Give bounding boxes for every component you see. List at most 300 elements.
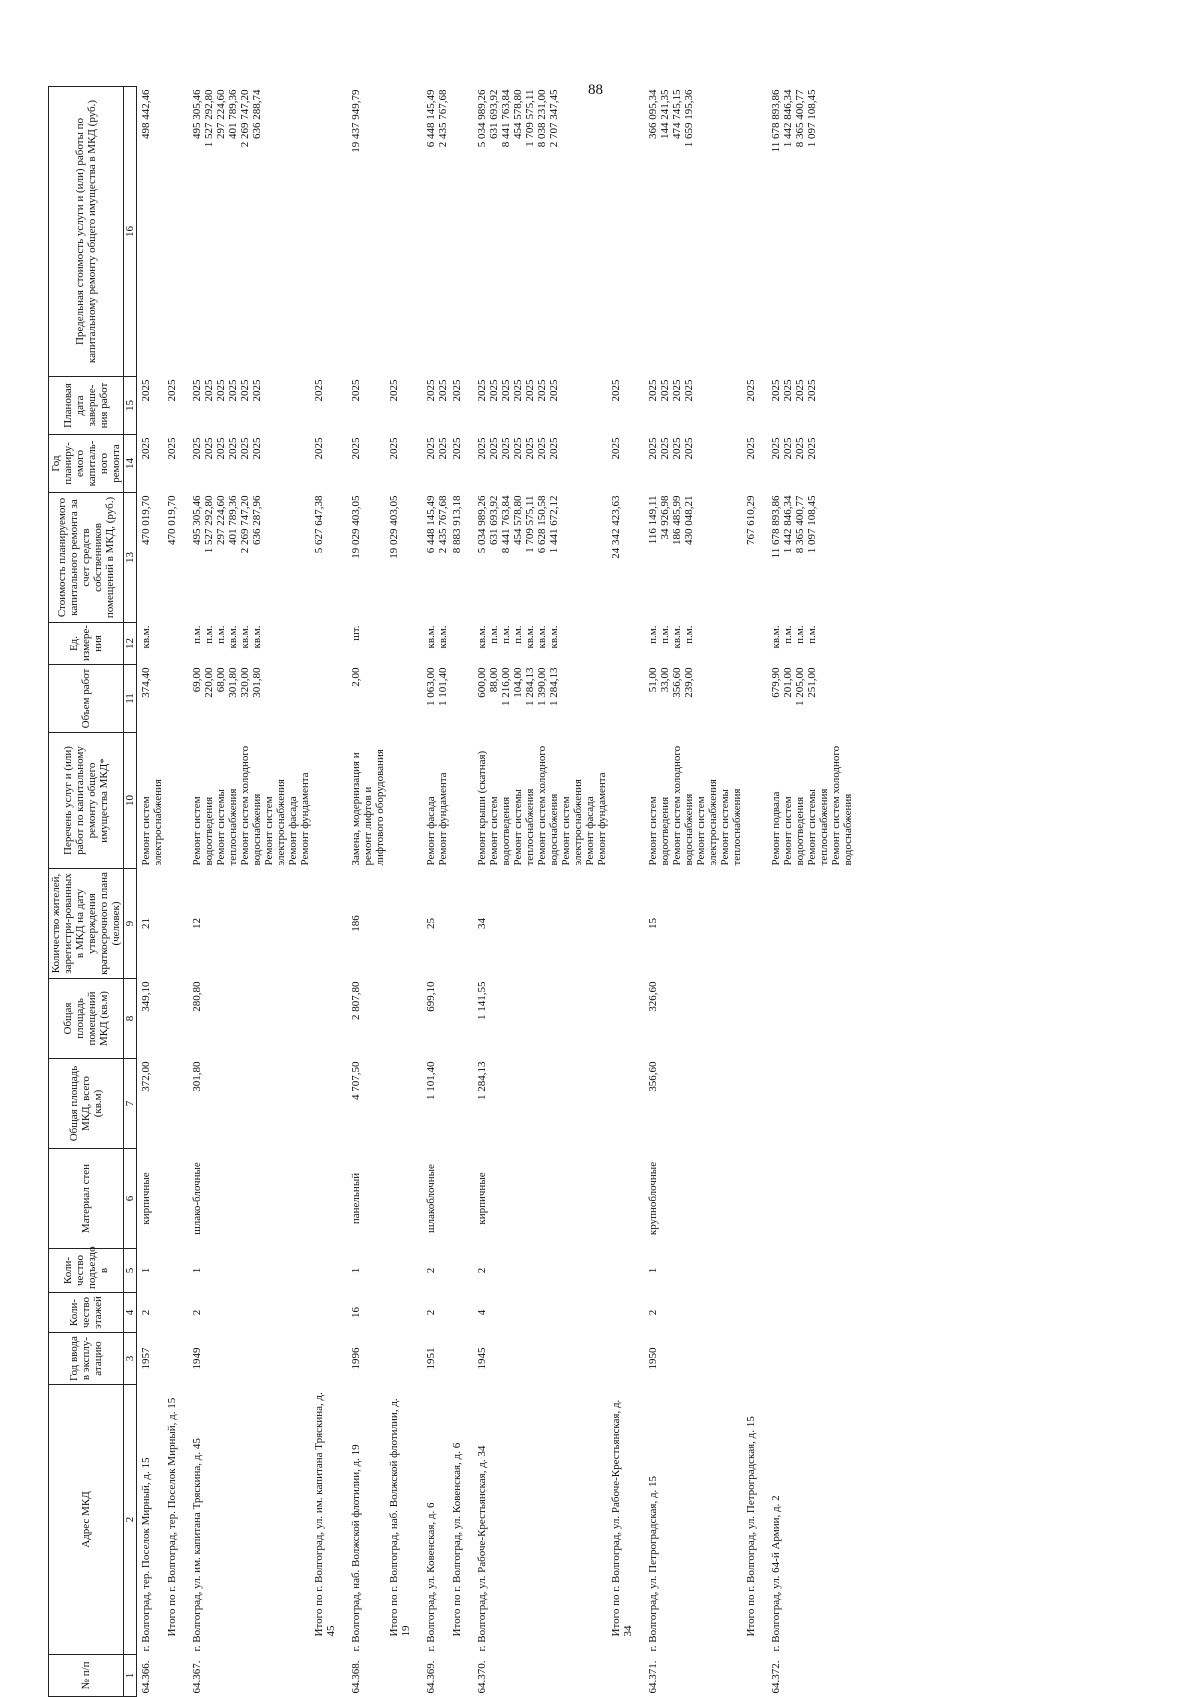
volume-line: 1 284,13 [548,667,560,706]
total-blank [165,665,188,733]
end-date-line: 2025 [227,379,239,402]
limit-cost-line: 1 709 575,11 [524,89,536,147]
end-date-line: 2025 [350,379,362,402]
unit-line: кв.м. [251,625,263,649]
unit-line: п.м. [488,625,500,644]
work-item-line: Ремонт фасада [425,796,437,866]
cost-line: 1 441 672,12 [548,495,560,554]
total-row [387,87,422,1697]
limit-cost-line: 1 527 292,80 [203,89,215,148]
total-blank [312,87,347,377]
total-blank [165,1293,188,1333]
total-cost [312,493,347,623]
total-blank [744,1249,767,1293]
header-year: Год ввода в эксплу-атацию [49,1333,124,1385]
limit-cost-line: 19 437 949,79 [350,89,362,153]
total-plan-year-line: 2025 [166,437,178,460]
total-plan-year [387,435,422,493]
unit [644,623,744,665]
total-blank [165,1655,188,1697]
premises-area: 1 141,55 [476,981,488,1020]
header-premises-area: Общая площадь помещений МКД (кв.м) [49,979,124,1059]
cost-line: 454 578,80 [512,495,524,545]
floors: 2 [140,1309,152,1316]
cost-line: 8 441 763,84 [500,495,512,554]
plan-year [473,435,609,493]
unit-line: п.м. [512,625,524,644]
end-date-line: 2025 [782,379,794,402]
floors: 4 [476,1309,488,1316]
unit-line: п.м. [203,625,215,644]
floors: 2 [647,1309,659,1316]
residents: 12 [191,918,203,929]
work-item [767,733,855,869]
column-number-row [124,87,137,1697]
plan-year-line: 2025 [548,437,560,460]
year-built: 1951 [425,1347,437,1370]
unit-line: кв.м. [536,625,548,649]
total-end-date-line: 2025 [388,379,400,402]
total-cost-line: 5 627 647,38 [313,495,325,554]
column-number: 4 [124,1293,137,1333]
total-blank [165,1059,188,1149]
total-area: 372,00 [140,1061,152,1092]
wall-material [767,1149,855,1249]
volume-line: 679,90 [770,667,782,698]
total-blank [609,869,644,979]
end-date-line: 2025 [512,379,524,402]
volume-line: 600,00 [476,667,488,698]
cost-line: 1 097 108,45 [806,495,818,554]
volume-line: 1 205,00 [794,667,806,706]
work-item-line: Ремонт систем холодного водоснабжения [536,745,560,866]
year-built: 1957 [140,1347,152,1370]
limit-cost-line: 2 269 747,20 [239,89,251,148]
work-item-line: Ремонт систем водоотведения [488,796,512,866]
total-row [312,87,347,1697]
volume [767,665,855,733]
total-plan-year [450,435,473,493]
rotated-page-content [48,42,1143,1697]
volume-line: 220,00 [203,667,215,698]
total-blank [312,1249,347,1293]
end-date-line: 2025 [536,379,548,402]
cost-line: 1 442 846,34 [782,495,794,554]
row-number: 64.371. [647,1660,659,1694]
work-item-line: Ремонт фундамента [596,772,608,866]
plan-year-line: 2025 [425,437,437,460]
header-end-date: Плановая дата заверше-ния работ [49,377,124,435]
cost [137,493,166,623]
total-address: Итого по г. Волгоград, наб. Волжской флотилии, д. 19 [388,1398,412,1637]
header-works: Перечень услуг и (или) работ по капитальному ремонту общего имущества МКД* [49,733,124,869]
plan-year-line: 2025 [437,437,449,460]
total-end-date-line: 2025 [610,379,622,402]
total-row [165,87,188,1697]
address: г. Волгоград, ул. им. капитана Тряскина, д. 45 [191,1438,203,1652]
total-end-date-line: 2025 [745,379,757,402]
total-end-date [165,377,188,435]
column-number: 16 [124,87,137,377]
total-plan-year [744,435,767,493]
total-blank [744,1059,767,1149]
table-row [347,87,387,1697]
entrances: 2 [476,1267,488,1274]
total-blank [450,623,473,665]
cost-line: 401 789,36 [227,495,239,545]
total-plan-year [312,435,347,493]
premises-area: 699,10 [425,981,437,1012]
total-blank [387,1059,422,1149]
volume-line: 1 063,00 [425,667,437,706]
row-number: 64.372. [770,1660,782,1694]
total-end-date [312,377,347,435]
unit-line: кв.м. [140,625,152,649]
end-date-line: 2025 [476,379,488,402]
plan-year-line: 2025 [782,437,794,460]
total-blank [387,1333,422,1385]
year-built: 1996 [350,1347,362,1370]
limit-cost [767,87,855,377]
work-item [473,733,609,869]
volume-line: 239,00 [683,667,695,698]
total-blank [450,1655,473,1697]
end-date [644,377,744,435]
work-item-line: Ремонт фундамента [299,772,311,866]
total-area: 356,60 [647,1061,659,1092]
total-blank [450,1293,473,1333]
cost-line: 5 034 989,26 [476,495,488,554]
column-number: 12 [124,623,137,665]
volume-line: 374,40 [140,667,152,698]
end-date-line: 2025 [770,379,782,402]
total-plan-year-line: 2025 [610,437,622,460]
premises-area: 2 807,80 [350,981,362,1020]
unit [137,623,166,665]
premises-area: 280,80 [191,981,203,1012]
plan-year-line: 2025 [770,437,782,460]
end-date-line: 2025 [659,379,671,402]
unit-line: кв.м. [671,625,683,649]
end-date-line: 2025 [140,379,152,402]
unit [767,623,855,665]
volume-line: 51,00 [647,667,659,693]
total-blank [387,665,422,733]
limit-cost-line: 144 241,35 [659,89,671,139]
limit-cost-line: 454 578,80 [512,89,524,139]
end-date-line: 2025 [794,379,806,402]
unit-line: кв.м. [239,625,251,649]
entrances: 1 [647,1267,659,1274]
table-row [644,87,744,1697]
end-date-line: 2025 [437,379,449,402]
cost-line: 19 029 403,05 [350,495,362,559]
total-plan-year-line: 2025 [451,437,463,460]
total-blank [312,1293,347,1333]
limit-cost [137,87,166,377]
limit-cost-line: 1 659 195,36 [683,89,695,148]
work-item-line: Ремонт систем водоотведения [647,796,671,866]
table-row [767,87,855,1697]
cost-line: 2 435 767,68 [437,495,449,554]
total-row [450,87,473,1697]
total-cost [450,493,473,623]
cost-line: 11 678 893,86 [770,495,782,559]
total-blank [387,1149,422,1249]
total-blank [609,623,644,665]
premises-area [767,979,855,1059]
unit [347,623,387,665]
total-area: 4 707,50 [350,1061,362,1100]
total-end-date [450,377,473,435]
entrances: 1 [140,1267,152,1274]
volume-line: 251,00 [806,667,818,698]
row-number: 64.367. [191,1660,203,1694]
plan-year [767,435,855,493]
end-date-line: 2025 [671,379,683,402]
end-date-line: 2025 [500,379,512,402]
cost-line: 6 628 150,58 [536,495,548,554]
end-date [422,377,450,435]
plan-year-line: 2025 [488,437,500,460]
work-item [188,733,312,869]
header-address: Адрес МКД [49,1385,124,1655]
work-item [347,733,387,869]
total-blank [609,1655,644,1697]
premises-area: 349,10 [140,981,152,1012]
end-date-line: 2025 [203,379,215,402]
floors: 2 [191,1309,203,1316]
limit-cost-line: 498 442,46 [140,89,152,139]
header-volume: Объем работ [49,665,124,733]
total-blank [387,979,422,1059]
total-end-date-line: 2025 [166,379,178,402]
work-item-line: Ремонт систем электроснабжения [560,779,584,866]
cost-line: 297 224,60 [215,495,227,545]
unit-line: кв.м. [476,625,488,649]
volume [473,665,609,733]
total-blank [387,87,422,377]
wall-material: шлакоблочные [425,1164,437,1233]
work-item-line: Ремонт системы теплоснабжения [806,788,830,866]
cost [422,493,450,623]
volume-line: 301,80 [227,667,239,698]
cost-line: 6 448 145,49 [425,495,437,554]
cost [347,493,387,623]
volume [347,665,387,733]
work-item-line: Ремонт систем водоотведения [782,796,806,866]
unit [188,623,312,665]
plan-year-line: 2025 [794,437,806,460]
total-end-date [387,377,422,435]
residents: 15 [647,918,659,929]
total-cost [165,493,188,623]
total-blank [450,979,473,1059]
unit [422,623,450,665]
column-number: 7 [124,1059,137,1149]
unit-line: кв.м. [524,625,536,649]
total-blank [312,1333,347,1385]
table-row [422,87,450,1697]
unit-line: п.м. [647,625,659,644]
cost [644,493,744,623]
plan-year-line: 2025 [227,437,239,460]
work-item-line: Ремонт крыши (скатная) [476,750,488,866]
end-date [137,377,166,435]
total-address: Итого по г. Волгоград, тер. Поселок Мирный, д. 15 [166,1397,178,1637]
cost-line: 1 709 575,11 [524,495,536,553]
total-blank [744,1655,767,1697]
plan-year-line: 2025 [683,437,695,460]
cost [767,493,855,623]
total-blank [744,665,767,733]
work-item-line: Ремонт фасада [287,796,299,866]
cost-line: 636 287,96 [251,495,263,545]
limit-cost-line: 401 789,36 [227,89,239,139]
volume-line: 33,00 [659,667,671,693]
plan-year-line: 2025 [350,437,362,460]
total-blank [609,733,644,869]
plan-year-line: 2025 [671,437,683,460]
address: г. Волгоград, ул. Рабоче-Крестьянская, д. 34 [476,1445,488,1652]
total-end-date [744,377,767,435]
cost-line: 186 485,99 [671,495,683,545]
limit-cost-line: 11 678 893,86 [770,89,782,153]
plan-year-line: 2025 [251,437,263,460]
total-blank [387,1655,422,1697]
total-blank [165,869,188,979]
end-date [767,377,855,435]
end-date-line: 2025 [806,379,818,402]
total-blank [387,623,422,665]
plan-year-line: 2025 [512,437,524,460]
residents: 34 [476,918,488,929]
total-address: Итого по г. Волгоград, ул. им. капитана Тряскина, д. 45 [313,1392,337,1637]
total-blank [165,1149,188,1249]
cost-line: 8 365 400,77 [794,495,806,554]
plan-year-line: 2025 [806,437,818,460]
unit-line: п.м. [659,625,671,644]
volume [188,665,312,733]
total-blank [609,1149,644,1249]
header-limit-cost: Предельная стоимость услуги и (или) работы по капитальному ремонту общего имущества в МКД (руб.) [49,87,124,377]
page-number: 88 [588,82,603,98]
table-header-row [49,87,124,1697]
residents: 186 [350,915,362,932]
header-entrances: Коли-чество подъездо в [49,1249,124,1293]
work-item [422,733,450,869]
wall-material: крупноблочные [647,1161,659,1236]
wall-material: кирпичные [140,1172,152,1225]
plan-year-line: 2025 [215,437,227,460]
premises-area: 326,60 [647,981,659,1012]
total-blank [450,1249,473,1293]
work-item-line: Ремонт систем электроснабжения [263,779,287,866]
total-blank [312,979,347,1059]
limit-cost [347,87,387,377]
floors: 16 [350,1307,362,1318]
total-blank [609,1249,644,1293]
unit-line: кв.м. [425,625,437,649]
total-blank [387,1293,422,1333]
end-date-line: 2025 [548,379,560,402]
limit-cost-line: 636 288,74 [251,89,263,139]
wall-material: шлако-блочные [191,1162,203,1235]
limit-cost-line: 5 034 989,26 [476,89,488,148]
cost [188,493,312,623]
address: г. Волгоград, ул. Ковенская, д. 6 [425,1502,437,1652]
cost [473,493,609,623]
unit-line: п.м. [806,625,818,644]
wall-material: кирпичные [476,1172,488,1225]
total-area [767,1059,855,1149]
limit-cost [644,87,744,377]
floors [767,1293,855,1333]
total-blank [744,733,767,869]
address: г. Волгоград, тер. Поселок Мирный, д. 15 [140,1457,152,1652]
cost-line: 1 527 292,80 [203,495,215,554]
work-item-line: Ремонт системы теплоснабжения [719,788,743,866]
unit-line: кв.м. [437,625,449,649]
volume-line: 68,00 [215,667,227,693]
total-end-date-line: 2025 [451,379,463,402]
total-plan-year [165,435,188,493]
unit-line: кв.м. [770,625,782,649]
total-blank [450,1149,473,1249]
repair-plan-table [48,86,855,1697]
total-row [609,87,644,1697]
total-cost-line: 24 342 423,63 [610,495,622,559]
total-blank [609,979,644,1059]
total-address: Итого по г. Волгоград, ул. Петроградская, д. 15 [745,1416,757,1637]
unit [473,623,609,665]
table-row [473,87,609,1697]
limit-cost-line: 8 038 231,00 [536,89,548,148]
column-number: 14 [124,435,137,493]
total-plan-year [609,435,644,493]
column-number: 5 [124,1249,137,1293]
total-cost-line: 19 029 403,05 [388,495,400,559]
limit-cost-line: 8 365 400,77 [794,89,806,148]
plan-year [188,435,312,493]
header-num: № п/п [49,1655,124,1697]
total-blank [312,869,347,979]
total-cost [744,493,767,623]
cost-line: 430 048,21 [683,495,695,545]
volume-line: 1 390,00 [536,667,548,706]
limit-cost-line: 366 095,34 [647,89,659,139]
cost-line: 2 269 747,20 [239,495,251,554]
work-item-line: Ремонт фасада [584,796,596,866]
total-end-date [609,377,644,435]
cost-line: 631 693,92 [488,495,500,545]
header-cost: Стоимость планируемого капитального ремонта за счет средств собственников помещений в МКД, (руб.) [49,493,124,623]
row-number: 64.370. [476,1660,488,1694]
unit-line: п.м. [191,625,203,644]
total-blank [609,1293,644,1333]
total-area: 1 101,40 [425,1061,437,1100]
end-date-line: 2025 [251,379,263,402]
floors: 2 [425,1309,437,1316]
limit-cost [422,87,450,377]
header-residents: Количество жителей, зарегистри-рованных в МКД на дату утверждения краткосрочного плана (человек) [49,869,124,979]
total-plan-year-line: 2025 [313,437,325,460]
work-item-line: Ремонт системы теплоснабжения [512,788,536,866]
column-number: 13 [124,493,137,623]
residents: 21 [140,918,152,929]
limit-cost-line: 8 441 763,84 [500,89,512,148]
end-date [188,377,312,435]
